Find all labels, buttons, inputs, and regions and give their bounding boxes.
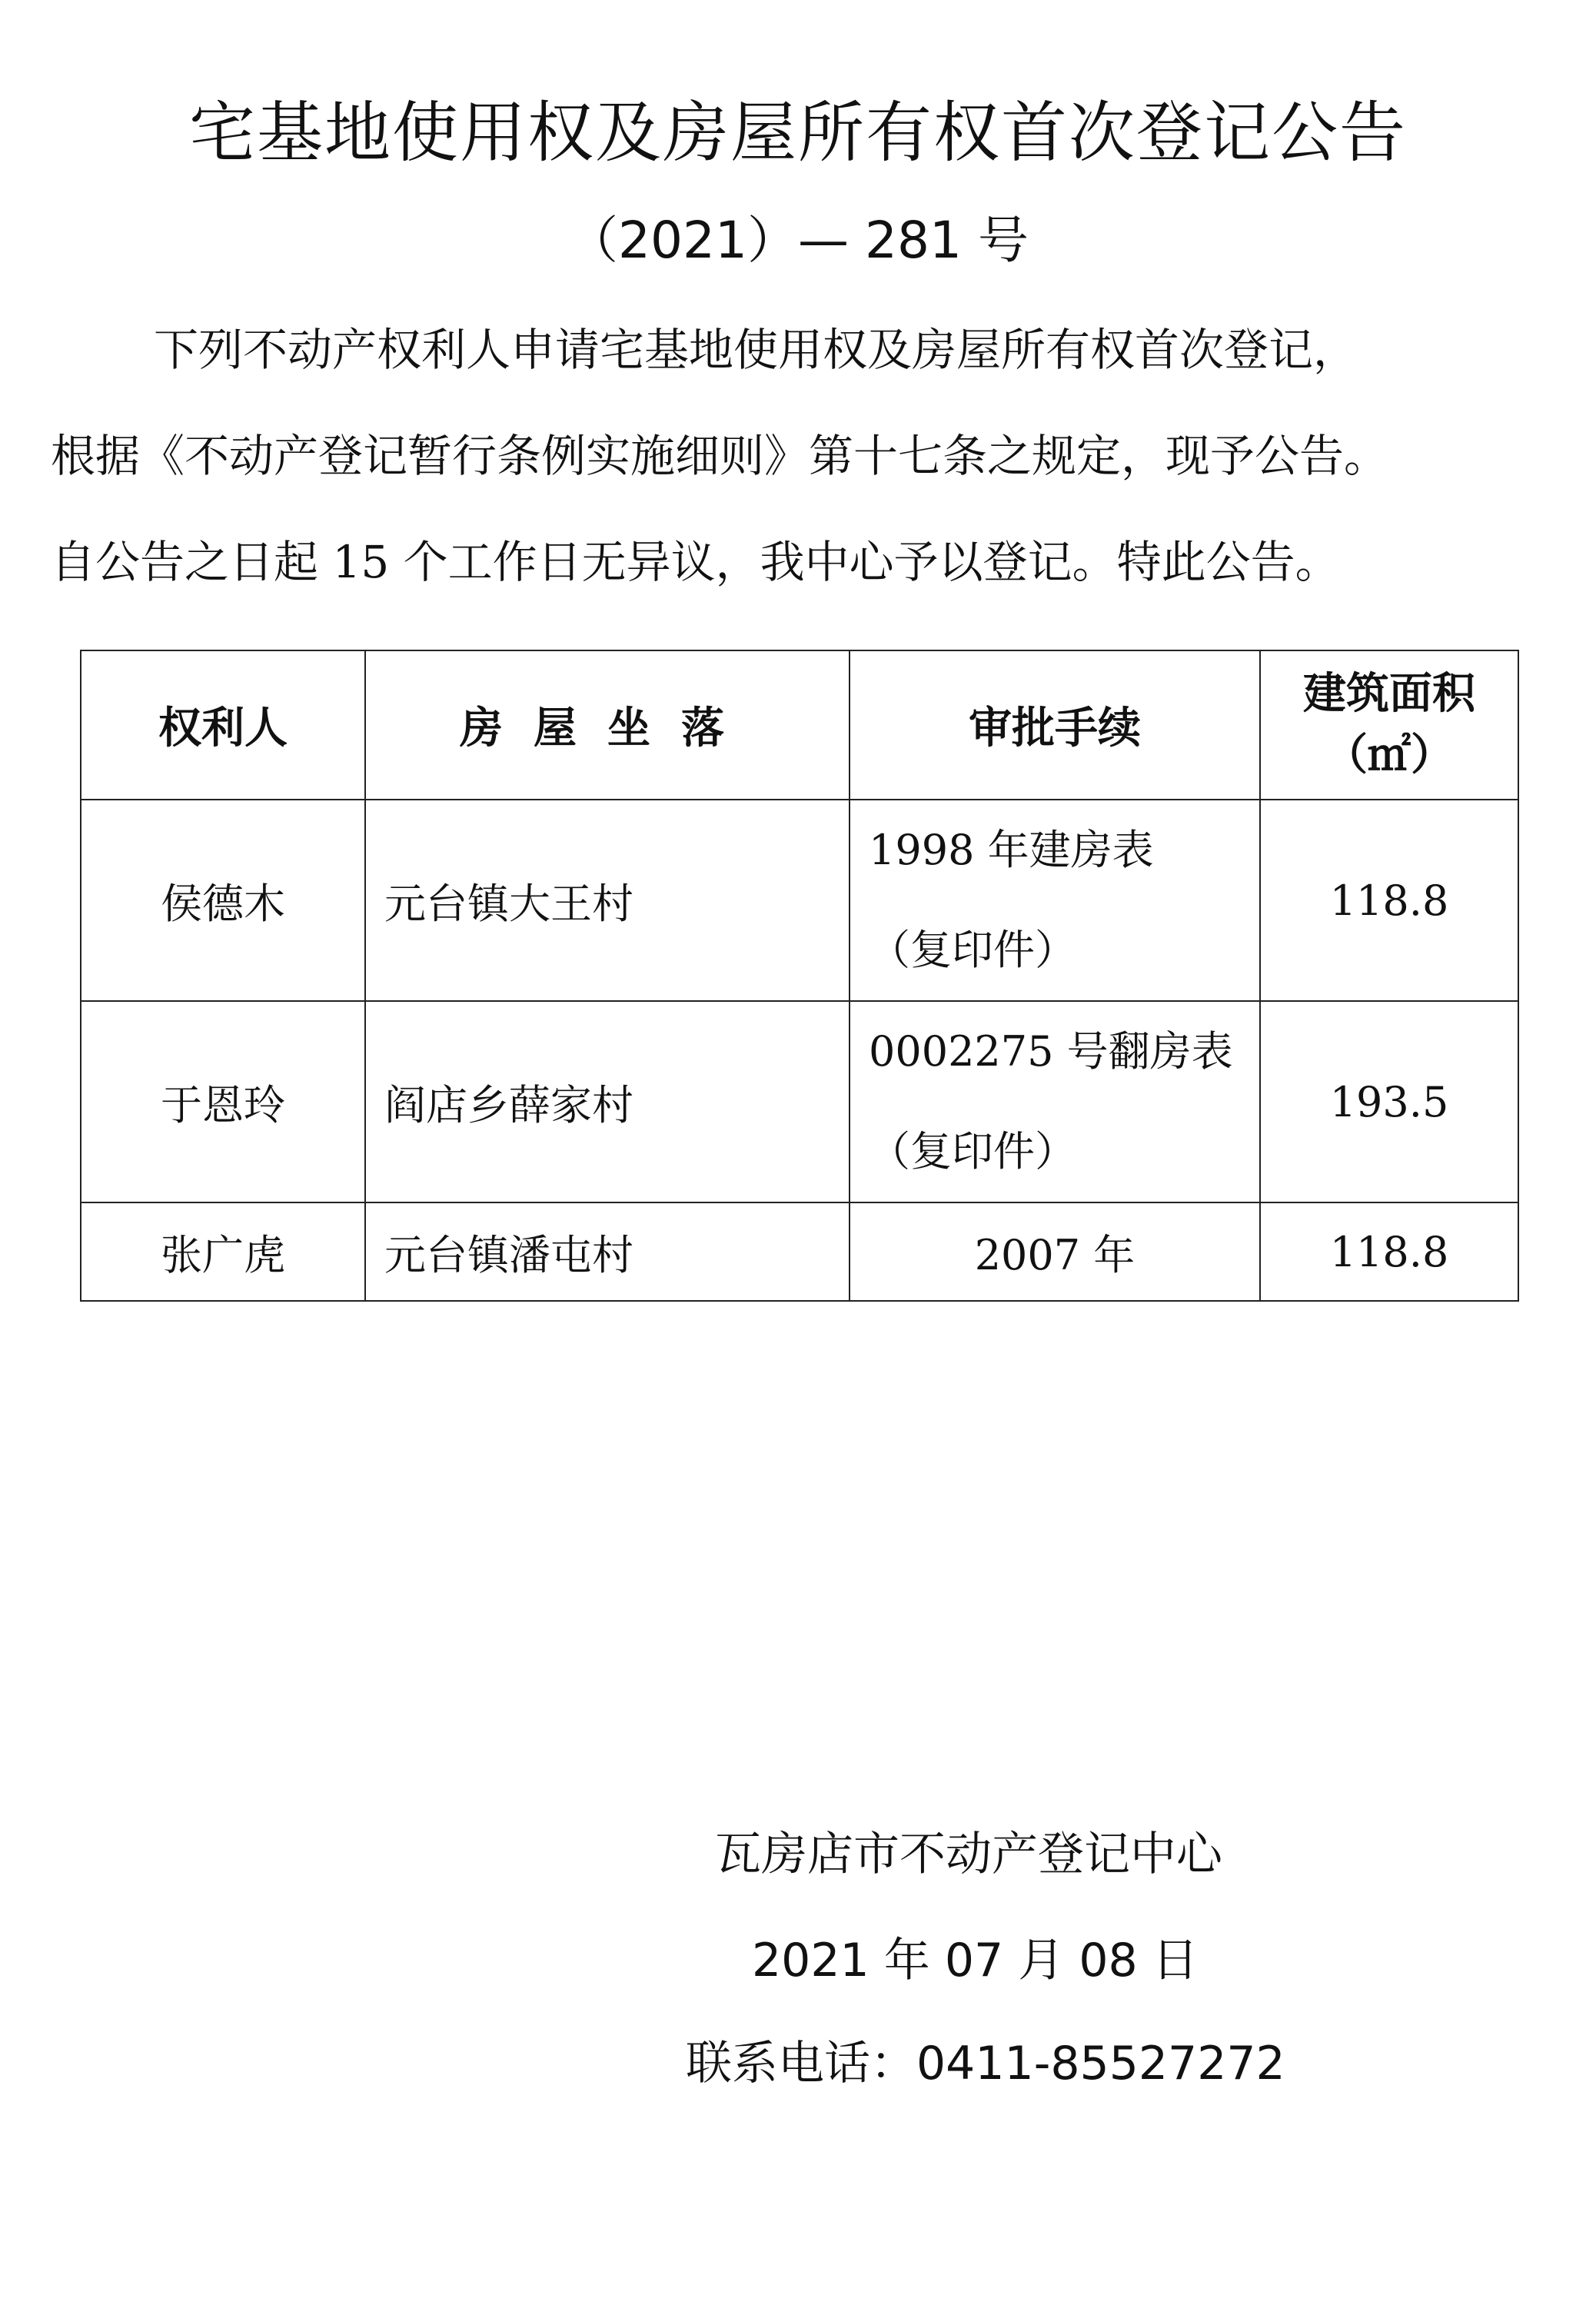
issuer-name: 瓦房店市不动产登记中心 (715, 1828, 1222, 1881)
notice-title: 宅基地使用权及房屋所有权首次登记公告 (189, 95, 1407, 171)
cell-owner: 侯德木 (81, 800, 365, 1001)
cell-location: 元台镇大王村 (365, 800, 850, 1001)
table-row (81, 1202, 1518, 1301)
header-approval: 审批手续 (850, 650, 1260, 800)
registration-table (80, 650, 1519, 1302)
cell-location: 阎店乡薛家村 (365, 1001, 850, 1202)
cell-approval-line1: 0002275 号翻房表 (869, 1027, 1233, 1076)
cell-area: 193.5 (1260, 1001, 1518, 1202)
cell-approval (850, 800, 1260, 1001)
cell-area: 118.8 (1260, 1202, 1518, 1301)
header-area-label: 建筑面积 (1303, 669, 1475, 719)
table-row (81, 1001, 1518, 1202)
notice-paragraph-line-1: 下列不动产权利人申请宅基地使用权及房屋所有权首次登记， (154, 324, 1358, 376)
table-header-row (81, 650, 1518, 800)
notice-paragraph-line-3: 自公告之日起 15 个工作日无异议，我中心予以登记。特此公告。 (51, 536, 1340, 588)
cell-approval: 2007 年 (850, 1202, 1260, 1301)
document-number: （2021）— 281 号 (567, 211, 1029, 270)
cell-owner: 于恩玲 (81, 1001, 365, 1202)
header-area-unit: （㎡） (1325, 730, 1454, 780)
cell-owner: 张广虎 (81, 1202, 365, 1301)
header-area (1260, 650, 1518, 800)
notice-paragraph-line-2: 根据《不动产登记暂行条例实施细则》第十七条之规定，现予公告。 (51, 430, 1389, 482)
table-row (81, 800, 1518, 1001)
cell-area: 118.8 (1260, 800, 1518, 1001)
header-owner: 权利人 (81, 650, 365, 800)
cell-approval (850, 1001, 1260, 1202)
cell-location: 元台镇潘屯村 (365, 1202, 850, 1301)
header-location: 房屋坐落 (365, 650, 850, 800)
cell-approval-line2: （复印件） (869, 926, 1076, 974)
issue-date: 2021 年 07 月 08 日 (752, 1934, 1199, 1987)
cell-approval-line1: 1998 年建房表 (869, 826, 1154, 874)
contact-phone: 联系电话：0411-85527272 (686, 2037, 1285, 2090)
cell-approval-line2: （复印件） (869, 1127, 1076, 1176)
